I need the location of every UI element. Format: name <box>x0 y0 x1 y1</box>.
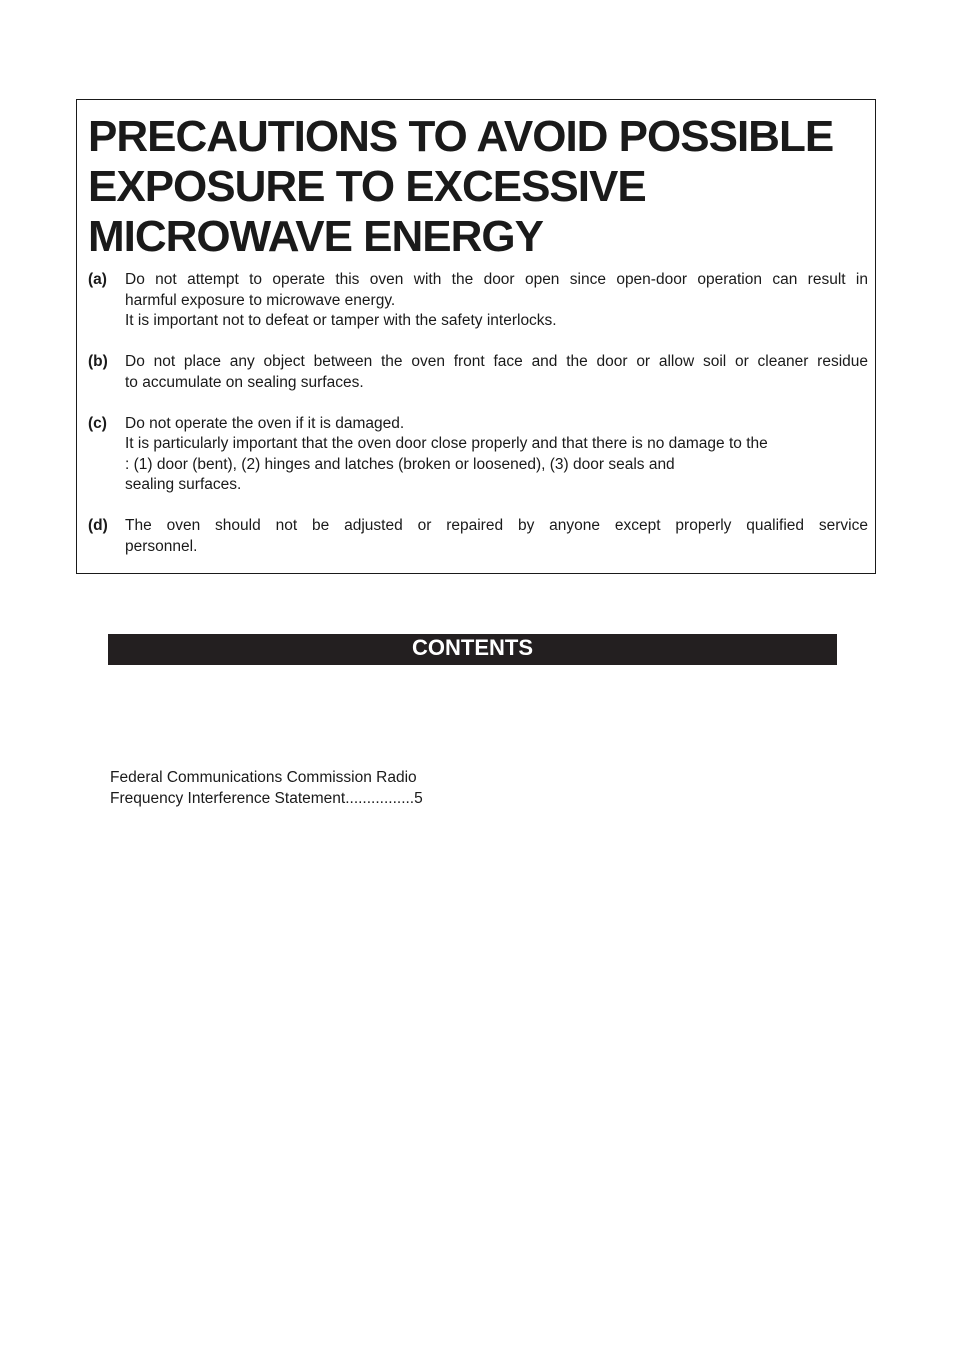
item-line: sealing surfaces. <box>125 476 242 493</box>
title-line-3: MICROWAVE ENERGY <box>88 212 544 261</box>
item-text <box>125 414 868 496</box>
item-line: Do not attempt to operate this oven with the door open since open-door operation can result in <box>125 271 868 288</box>
contents-entry-fcc <box>110 767 423 809</box>
precaution-item-a <box>88 270 868 332</box>
item-line: Do not place any object between the oven front face and the door or allow soil or cleaner residue <box>125 353 868 370</box>
precaution-item-b <box>88 352 868 393</box>
item-line: It is particularly important that the oven door close properly and that there is no damage to the <box>125 435 768 452</box>
contents-heading: CONTENTS <box>108 634 837 665</box>
item-text <box>125 516 868 557</box>
item-letter: (b) <box>88 353 108 370</box>
item-line: to accumulate on sealing surfaces. <box>125 373 364 391</box>
item-text <box>125 352 868 393</box>
toc-line: Federal Communications Commission Radio <box>110 769 417 786</box>
item-line: It is important not to defeat or tamper with the safety interlocks. <box>125 312 557 329</box>
item-text <box>125 270 868 332</box>
item-line: harmful exposure to microwave energy. <box>125 291 396 309</box>
item-line: personnel. <box>125 537 198 555</box>
item-letter: (c) <box>88 414 107 432</box>
item-line: : (1) door (bent), (2) hinges and latches (broken or loosened), (3) door seals and <box>125 455 675 473</box>
precaution-item-c <box>88 414 868 496</box>
precaution-item-d <box>88 516 868 557</box>
precautions-box <box>76 99 876 574</box>
precautions-title <box>88 112 833 262</box>
item-line: Do not operate the oven if it is damaged. <box>125 414 405 432</box>
toc-line: Frequency Interference Statement................5 <box>110 790 423 807</box>
precaution-items <box>88 270 868 578</box>
title-line-2: EXPOSURE TO EXCESSIVE <box>88 162 646 211</box>
title-line-1: PRECAUTIONS TO AVOID POSSIBLE <box>88 112 834 161</box>
item-line: The oven should not be adjusted or repaired by anyone except properly qualified service <box>125 517 868 534</box>
item-letter: (a) <box>88 271 107 288</box>
item-letter: (d) <box>88 517 108 534</box>
